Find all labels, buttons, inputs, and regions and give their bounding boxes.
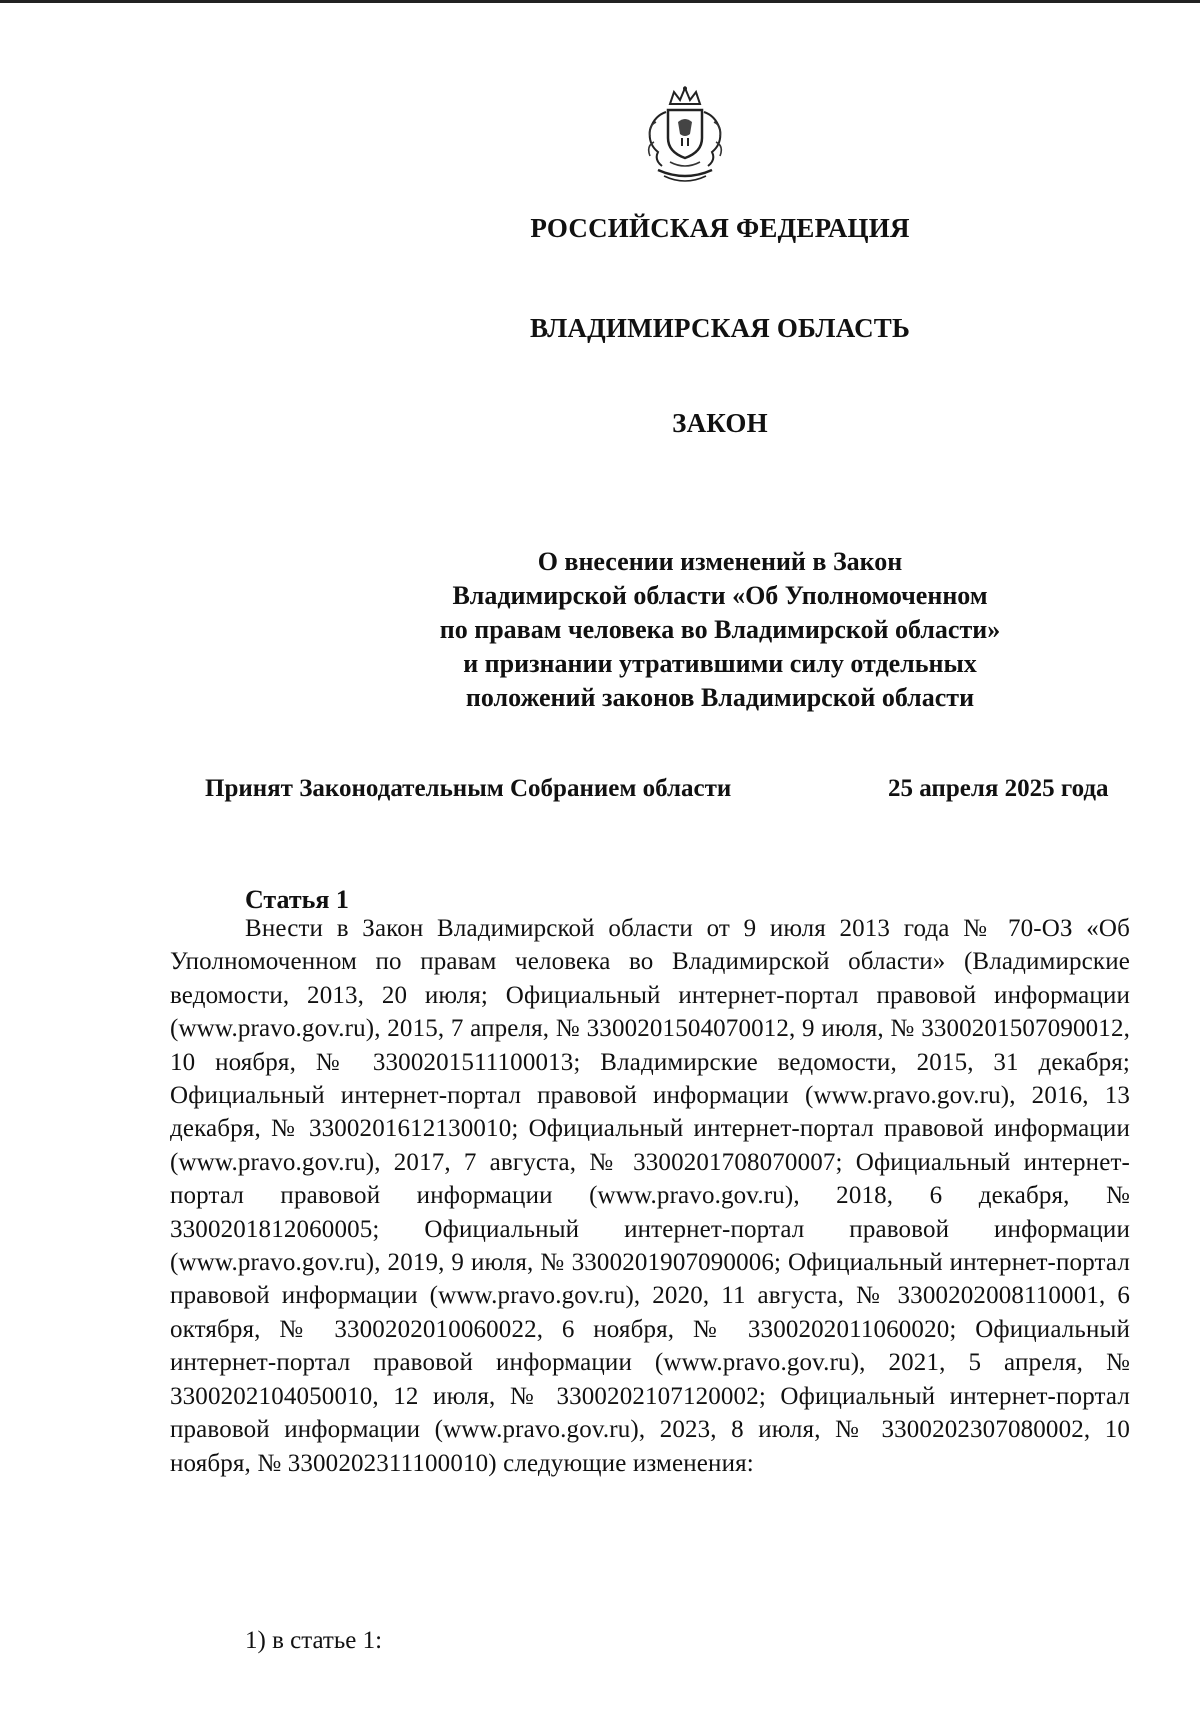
law-title-line: и признании утратившими силу отдельных [463, 649, 977, 678]
law-title-line: О внесении изменений в Закон [537, 547, 903, 576]
article-paragraph: Внести в Закон Владимирской области от 9 июля 2013 года № 70-ОЗ «Об Уполномоченном по правам человека во Владимирской области» (Владимирские ведомости, 2013, 20 июля; Официальный интернет-портал правовой информации (www.pravo.gov.ru), 2015, 7 апреля, № 3300201504070012, 9 июля, № 3300201507090012, 10 ноября, № 3300201511100013; Владимирские ведомости, 2015, 31 декабря; Официальный интернет-портал правовой информации (www.pravo.gov.ru), 2016, 13 декабря, № 3300201612130010; Официальный интернет-портал правовой информации (www.pravo.gov.ru), 2017, 7 августа, № 3300201708070007; Официальный интернет-портал правовой информации (www.pravo.gov.ru), 2018, 6 декабря, № 3300201812060005; Официальный интернет-портал правовой информации (www.pravo.gov.ru), 2019, 9 июля, № 3300201907090006; Официальный интернет-портал правовой информации (www.pravo.gov.ru), 2020, 11 августа, № 3300202008110001, 6 октября, № 3300202010060022, 6 ноября, № 3300202011060020; Официальный интернет-портал правовой информации (www.pravo.gov.ru), 2021, 5 апреля, № 3300202104050010, 12 июля, № 3300202107120002; Официальный интернет-портал правовой информации (www.pravo.gov.ru), 2023, 8 июля, № 3300202307080002, 10 ноября, № 3300202311100010) следующие изменения: [170, 915, 1130, 1477]
article-heading: Статья 1 [245, 885, 349, 914]
country-heading: РОССИЙСКАЯ ФЕДЕРАЦИЯ [530, 213, 910, 243]
law-title-line: Владимирской области «Об Уполномоченном [452, 581, 988, 610]
law-title [0, 545, 1200, 715]
list-item: 1) в статье 1: [245, 1627, 383, 1654]
scan-edge-line [0, 0, 1200, 3]
adoption-date: 25 апреля 2025 года [888, 775, 1109, 802]
adopted-by: Принят Законодательным Собранием области [205, 775, 732, 802]
document-type-heading: ЗАКОН [672, 408, 768, 438]
coat-of-arms-icon [640, 86, 730, 186]
law-title-line: положений законов Владимирской области [465, 683, 975, 712]
region-heading: ВЛАДИМИРСКАЯ ОБЛАСТЬ [529, 313, 911, 343]
law-title-line: по правам человека во Владимирской области» [439, 615, 1001, 644]
